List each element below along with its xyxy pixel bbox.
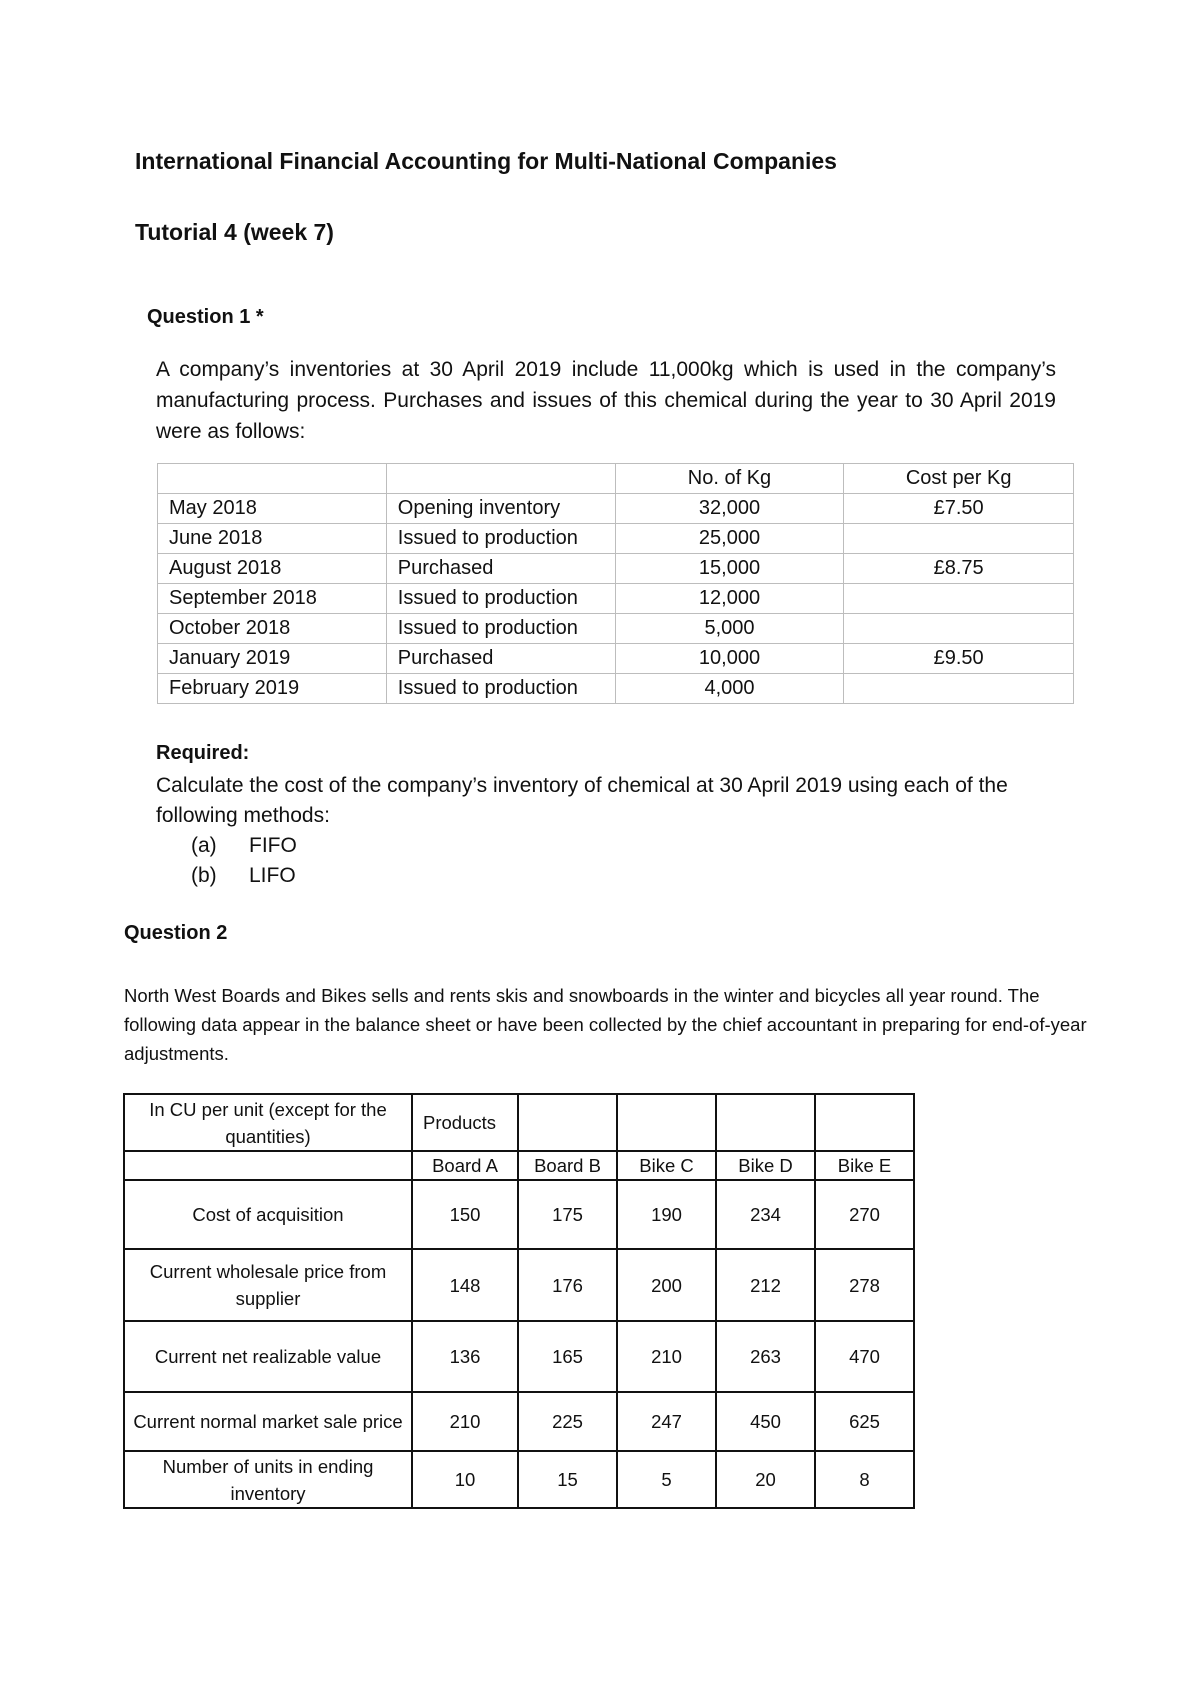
table-row [158,524,1074,554]
products-header-cell: Products [412,1094,518,1151]
value-cell: 212 [716,1249,815,1321]
cost-cell: £7.50 [844,494,1074,524]
empty-header-cell [716,1094,815,1151]
table-header-row [124,1094,914,1151]
date-cell: January 2019 [158,644,387,674]
document-title: International Financial Accounting for Multi-National Companies [135,148,837,174]
row-label-cell: Current wholesale price from supplier [124,1249,412,1321]
header-cell [386,464,615,494]
tutorial-subtitle: Tutorial 4 (week 7) [135,219,334,245]
date-cell: August 2018 [158,554,387,584]
value-cell: 234 [716,1180,815,1249]
product-name-cell: Board B [518,1151,617,1180]
cost-cell [844,524,1074,554]
cost-cell [844,584,1074,614]
cost-cell: £8.75 [844,554,1074,584]
value-cell: 470 [815,1321,914,1392]
value-cell: 270 [815,1180,914,1249]
table-row [158,584,1074,614]
required-text: Calculate the cost of the company’s inventory of chemical at 30 April 2019 using each of the following methods: [156,774,1008,827]
product-name-cell: Board A [412,1151,518,1180]
product-name-cell: Bike D [716,1151,815,1180]
value-cell: 5 [617,1451,716,1508]
date-cell: September 2018 [158,584,387,614]
value-cell: 225 [518,1392,617,1451]
value-cell: 15 [518,1451,617,1508]
required-heading: Required: [156,742,250,764]
question-1-intro: A company’s inventories at 30 April 2019 include 11,000kg which is used in the company’s manufacturing process. Purchases and issues of this chemical during the year to 30 April 2019 were as follows: [156,358,1056,443]
product-name-cell: Bike C [617,1151,716,1180]
required-block [156,771,1056,891]
value-cell: 176 [518,1249,617,1321]
table-row [158,554,1074,584]
value-cell: 165 [518,1321,617,1392]
row-label-cell: Current net realizable value [124,1321,412,1392]
date-cell: February 2019 [158,674,387,704]
value-cell: 247 [617,1392,716,1451]
description-cell: Opening inventory [386,494,615,524]
description-cell: Purchased [386,554,615,584]
value-cell: 210 [617,1321,716,1392]
table-row [124,1321,914,1392]
question-1-heading: Question 1 * [147,306,264,328]
header-cell: Cost per Kg [844,464,1074,494]
value-cell: 175 [518,1180,617,1249]
value-cell: 450 [716,1392,815,1451]
value-cell: 20 [716,1451,815,1508]
kg-cell: 15,000 [615,554,844,584]
kg-cell: 32,000 [615,494,844,524]
inventory-movements-table [157,463,1074,704]
product-name-cell: Bike E [815,1151,914,1180]
header-cell: No. of Kg [615,464,844,494]
row-label-cell: Current normal market sale price [124,1392,412,1451]
table-row [158,674,1074,704]
option-a [156,831,1056,861]
value-cell: 278 [815,1249,914,1321]
products-table [123,1093,915,1509]
header-cell [158,464,387,494]
value-cell: 136 [412,1321,518,1392]
kg-cell: 10,000 [615,644,844,674]
date-cell: May 2018 [158,494,387,524]
option-text: LIFO [249,864,296,887]
option-b [156,861,1056,891]
question-2-intro: North West Boards and Bikes sells and rents skis and snowboards in the winter and bicycles all year round. The following data appear in the balance sheet or have been collected by the chief accountant in preparing for end-of-year adjustments. [124,985,1087,1064]
cost-cell: £9.50 [844,644,1074,674]
corner-cell: In CU per unit (except for the quantities) [124,1094,412,1151]
table-row [158,494,1074,524]
value-cell: 625 [815,1392,914,1451]
empty-header-cell [617,1094,716,1151]
description-cell: Issued to production [386,524,615,554]
empty-header-cell [815,1094,914,1151]
cost-cell [844,614,1074,644]
description-cell: Issued to production [386,584,615,614]
row-label-cell: Cost of acquisition [124,1180,412,1249]
option-label: (a) [191,834,217,857]
empty-header-cell [518,1094,617,1151]
value-cell: 150 [412,1180,518,1249]
value-cell: 148 [412,1249,518,1321]
empty-label-cell [124,1151,412,1180]
kg-cell: 12,000 [615,584,844,614]
value-cell: 200 [617,1249,716,1321]
table-row [124,1451,914,1508]
value-cell: 210 [412,1392,518,1451]
cost-cell [844,674,1074,704]
kg-cell: 5,000 [615,614,844,644]
description-cell: Issued to production [386,614,615,644]
value-cell: 10 [412,1451,518,1508]
value-cell: 190 [617,1180,716,1249]
option-text: FIFO [249,834,297,857]
row-label-cell: Number of units in ending inventory [124,1451,412,1508]
product-names-row [124,1151,914,1180]
date-cell: October 2018 [158,614,387,644]
option-label: (b) [191,864,217,887]
description-cell: Issued to production [386,674,615,704]
date-cell: June 2018 [158,524,387,554]
kg-cell: 4,000 [615,674,844,704]
table-row [158,644,1074,674]
table-header-row [158,464,1074,494]
table-row [124,1249,914,1321]
value-cell: 8 [815,1451,914,1508]
table-row [124,1392,914,1451]
value-cell: 263 [716,1321,815,1392]
kg-cell: 25,000 [615,524,844,554]
table-row [124,1180,914,1249]
table-row [158,614,1074,644]
description-cell: Purchased [386,644,615,674]
question-2-heading: Question 2 [124,922,228,944]
